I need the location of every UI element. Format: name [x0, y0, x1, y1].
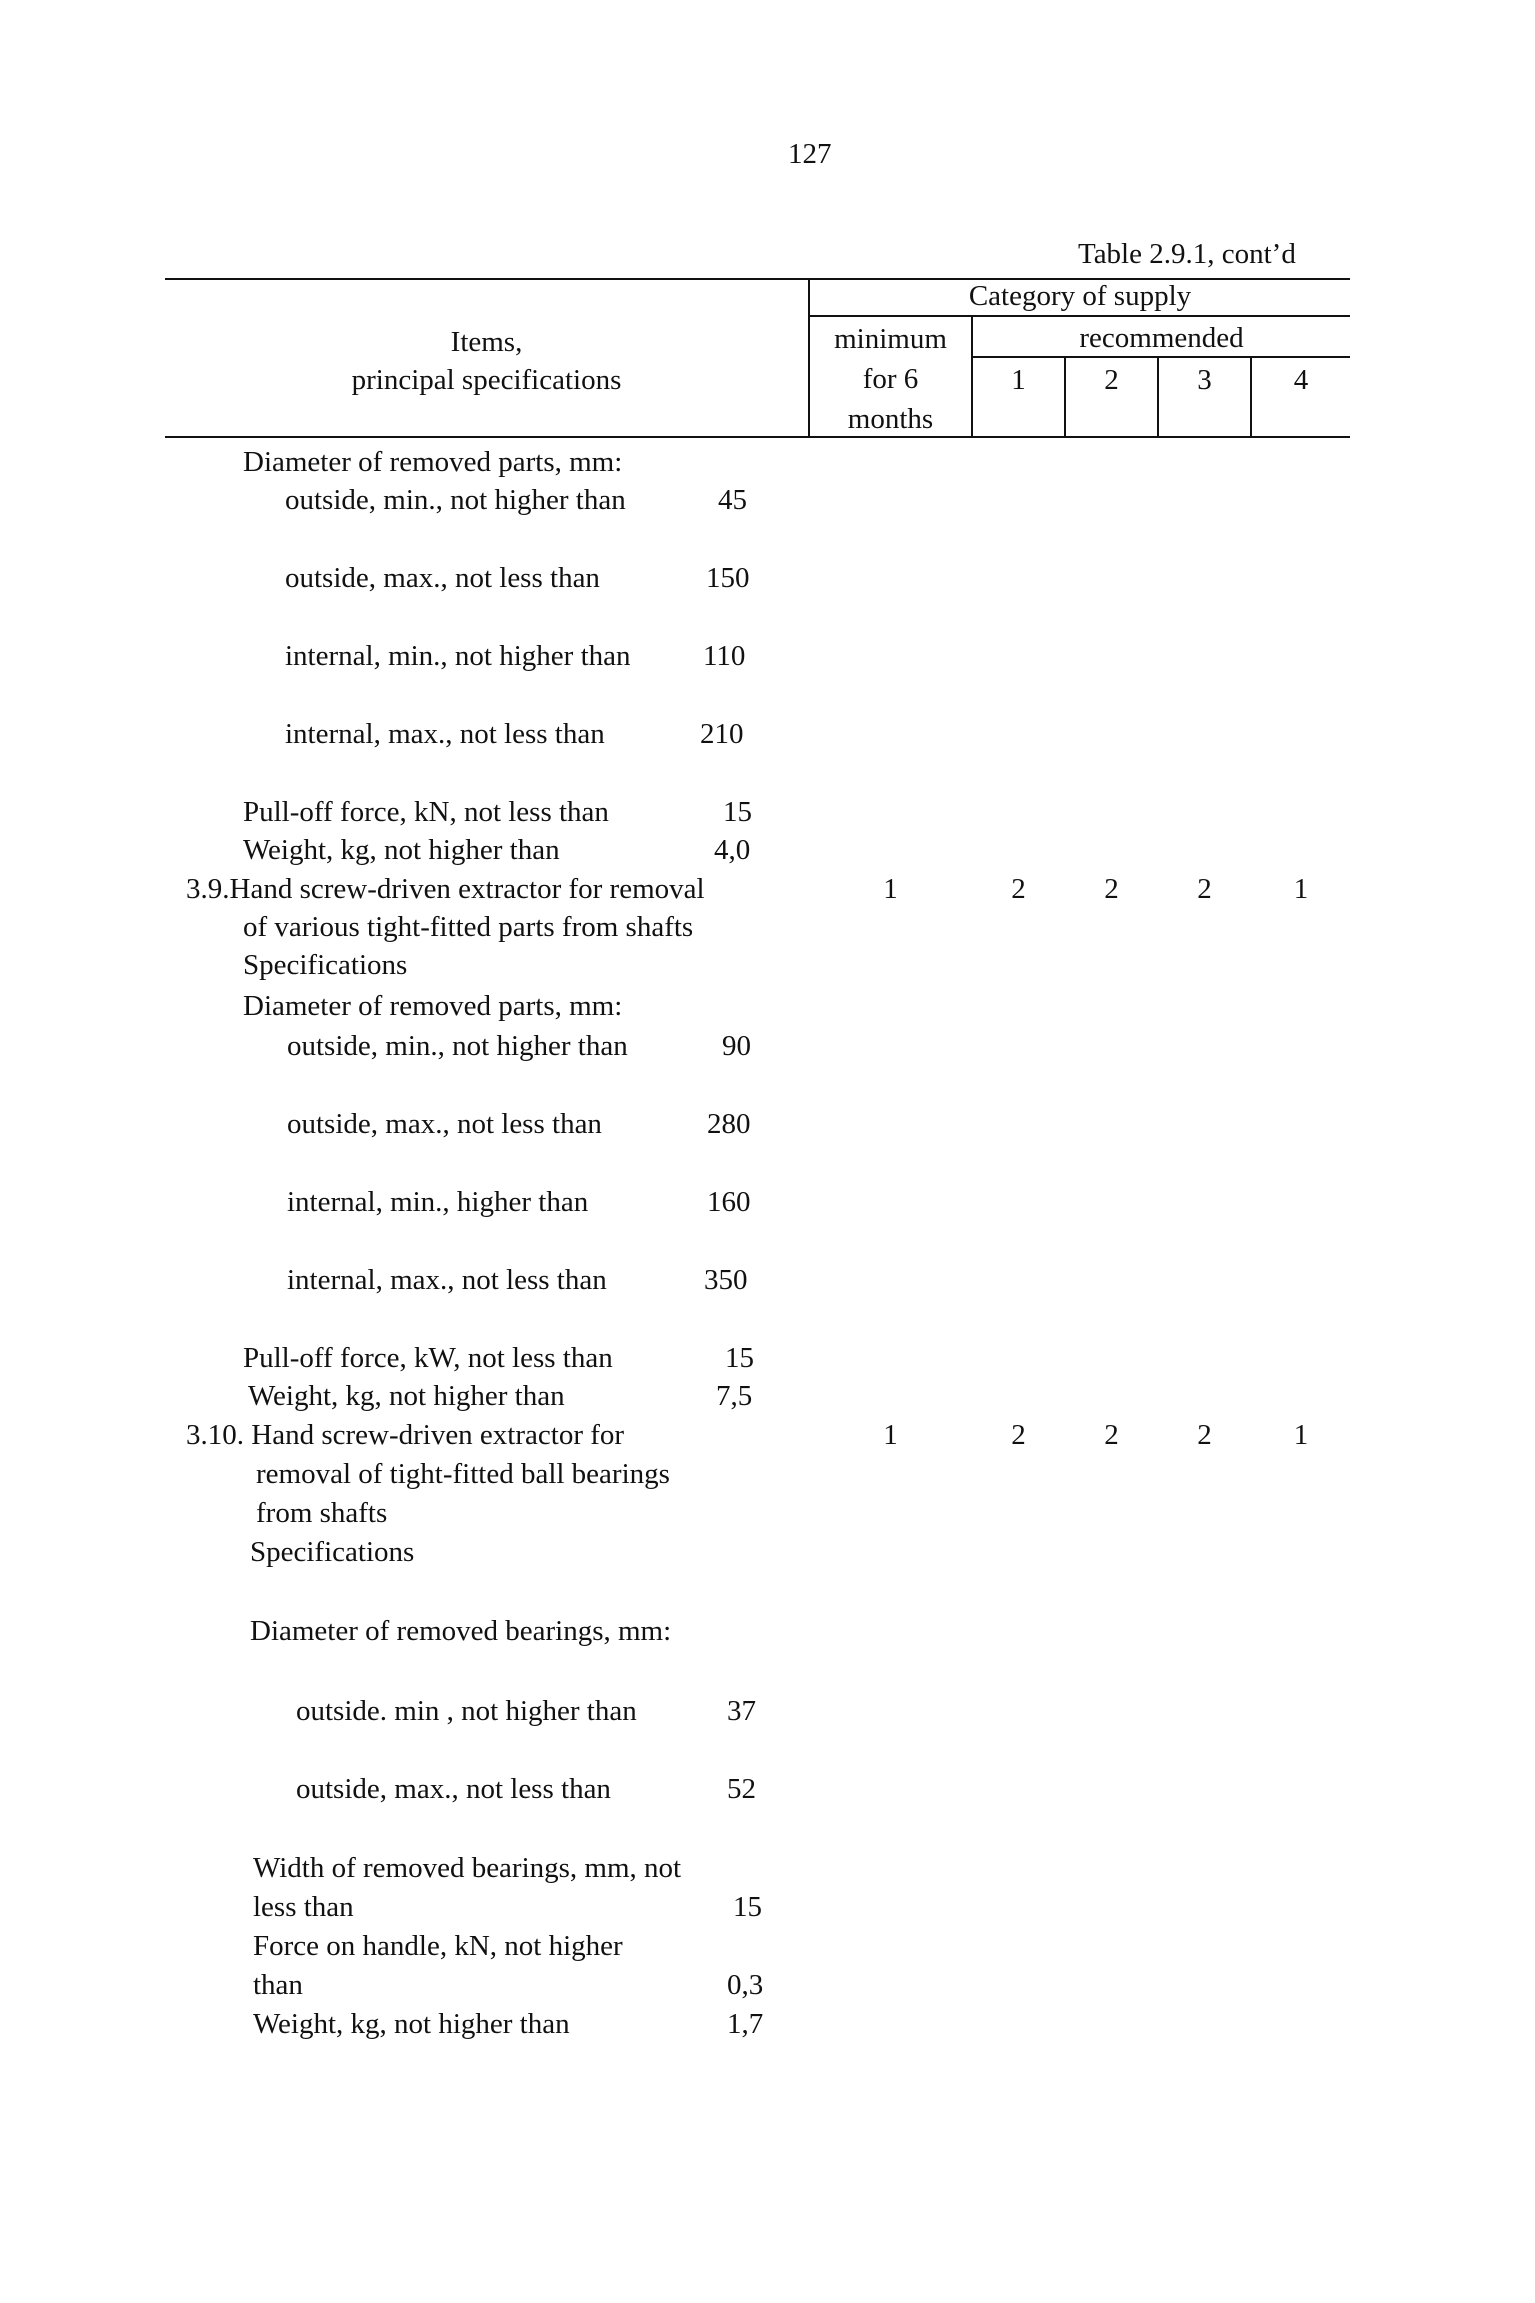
item-3-10-spec-value-1: 37	[727, 1695, 756, 1727]
item-3-10-force-line1: Force on handle, kN, not higher	[253, 1930, 623, 1962]
page-number: 127	[788, 138, 832, 170]
header-category: Category of supply	[968, 280, 1192, 312]
recommended-rule	[973, 356, 1350, 358]
item-3-10-title-line2: removal of tight-fitted ball bearings	[256, 1458, 670, 1490]
header-minimum-line3: months	[847, 403, 934, 435]
header-recommended: recommended	[1079, 322, 1244, 354]
item-3-10-spec-label-1: outside. min , not higher than	[296, 1695, 637, 1727]
item-3-9-heading: Diameter of removed parts, mm:	[243, 990, 623, 1022]
item-3-9-spec-value-2: 280	[707, 1108, 751, 1140]
block1-spec-label-2: outside, max., not less than	[285, 562, 600, 594]
category-rule	[810, 315, 1350, 317]
block1-pull-off-label: Pull-off force, kN, not less than	[243, 796, 609, 828]
block1-spec-value-2: 150	[706, 562, 750, 594]
header-col-3: 3	[1197, 364, 1212, 396]
item-3-9-minimum: 1	[883, 873, 898, 905]
header-items-line2: principal specifications	[351, 364, 622, 396]
item-3-10-rec-3: 2	[1197, 1419, 1212, 1451]
block1-spec-label-3: internal, min., not higher than	[285, 640, 631, 672]
item-3-9-pull-off-value: 15	[725, 1342, 754, 1374]
item-3-9-rec-4: 1	[1293, 873, 1309, 905]
header-bottom-rule	[165, 436, 1350, 438]
item-3-10-rec-2: 2	[1104, 1419, 1119, 1451]
item-3-10-rec-4: 1	[1293, 1419, 1309, 1451]
item-3-10-weight-value: 1,7	[727, 2008, 764, 2040]
block1-spec-label-1: outside, min., not higher than	[285, 484, 626, 516]
item-3-10-specifications: Specifications	[250, 1536, 415, 1568]
item-3-9-spec-label-4: internal, max., not less than	[287, 1264, 607, 1296]
item-3-10-weight-label: Weight, kg, not higher than	[253, 2008, 570, 2040]
header-minimum-line2: for 6	[862, 363, 919, 395]
item-3-9-spec-value-3: 160	[707, 1186, 751, 1218]
item-3-10-width-line1: Width of removed bearings, mm, not	[253, 1852, 682, 1884]
item-3-9-spec-label-1: outside, min., not higher than	[287, 1030, 628, 1062]
item-3-10-heading: Diameter of removed bearings, mm:	[250, 1615, 672, 1647]
item-3-9-rec-3: 2	[1197, 873, 1212, 905]
block1-spec-label-4: internal, max., not less than	[285, 718, 605, 750]
block1-weight-label: Weight, kg, not higher than	[243, 834, 560, 866]
item-3-9-weight-label: Weight, kg, not higher than	[248, 1380, 565, 1412]
item-3-9-spec-value-4: 350	[704, 1264, 748, 1296]
item-3-9-spec-label-3: internal, min., higher than	[287, 1186, 589, 1218]
item-3-10-rec-1: 2	[1011, 1419, 1026, 1451]
header-minimum-line1: minimum	[834, 323, 947, 355]
item-3-9-rec-1: 2	[1011, 873, 1026, 905]
item-3-10-width-line2: less than	[253, 1891, 354, 1923]
item-3-10-force-line2: than	[253, 1969, 303, 2001]
header-col-2: 2	[1104, 364, 1119, 396]
item-3-10-title-line3: from shafts	[256, 1497, 388, 1529]
item-3-10-minimum: 1	[883, 1419, 898, 1451]
item-3-10-width-value: 15	[733, 1891, 762, 1923]
item-3-9-pull-off-label: Pull-off force, kW, not less than	[243, 1342, 613, 1374]
block1-spec-value-4: 210	[700, 718, 744, 750]
item-3-9-title-line1: 3.9.Hand screw-driven extractor for removal	[186, 873, 705, 905]
item-3-10-spec-label-2: outside, max., not less than	[296, 1773, 611, 1805]
item-3-10-force-value: 0,3	[727, 1969, 764, 2001]
item-3-9-title-line2: of various tight-fitted parts from shafts	[243, 911, 694, 943]
item-3-9-specifications: Specifications	[243, 949, 408, 981]
item-3-9-rec-2: 2	[1104, 873, 1119, 905]
table-caption: Table 2.9.1, cont’d	[1078, 238, 1296, 270]
block1-spec-value-3: 110	[703, 640, 746, 672]
item-3-10-spec-value-2: 52	[727, 1773, 756, 1805]
block1-weight-value: 4,0	[714, 834, 751, 866]
item-3-9-spec-label-2: outside, max., not less than	[287, 1108, 602, 1140]
block1-pull-off-value: 15	[723, 796, 752, 828]
header-col-4: 4	[1293, 364, 1309, 396]
block1-heading: Diameter of removed parts, mm:	[243, 446, 623, 478]
header-col-1: 1	[1011, 364, 1026, 396]
item-3-10-title-line1: 3.10. Hand screw-driven extractor for	[186, 1419, 625, 1451]
header-items-line1: Items,	[450, 326, 523, 358]
item-3-9-weight-value: 7,5	[716, 1380, 753, 1412]
block1-spec-value-1: 45	[718, 484, 747, 516]
item-3-9-spec-value-1: 90	[722, 1030, 751, 1062]
